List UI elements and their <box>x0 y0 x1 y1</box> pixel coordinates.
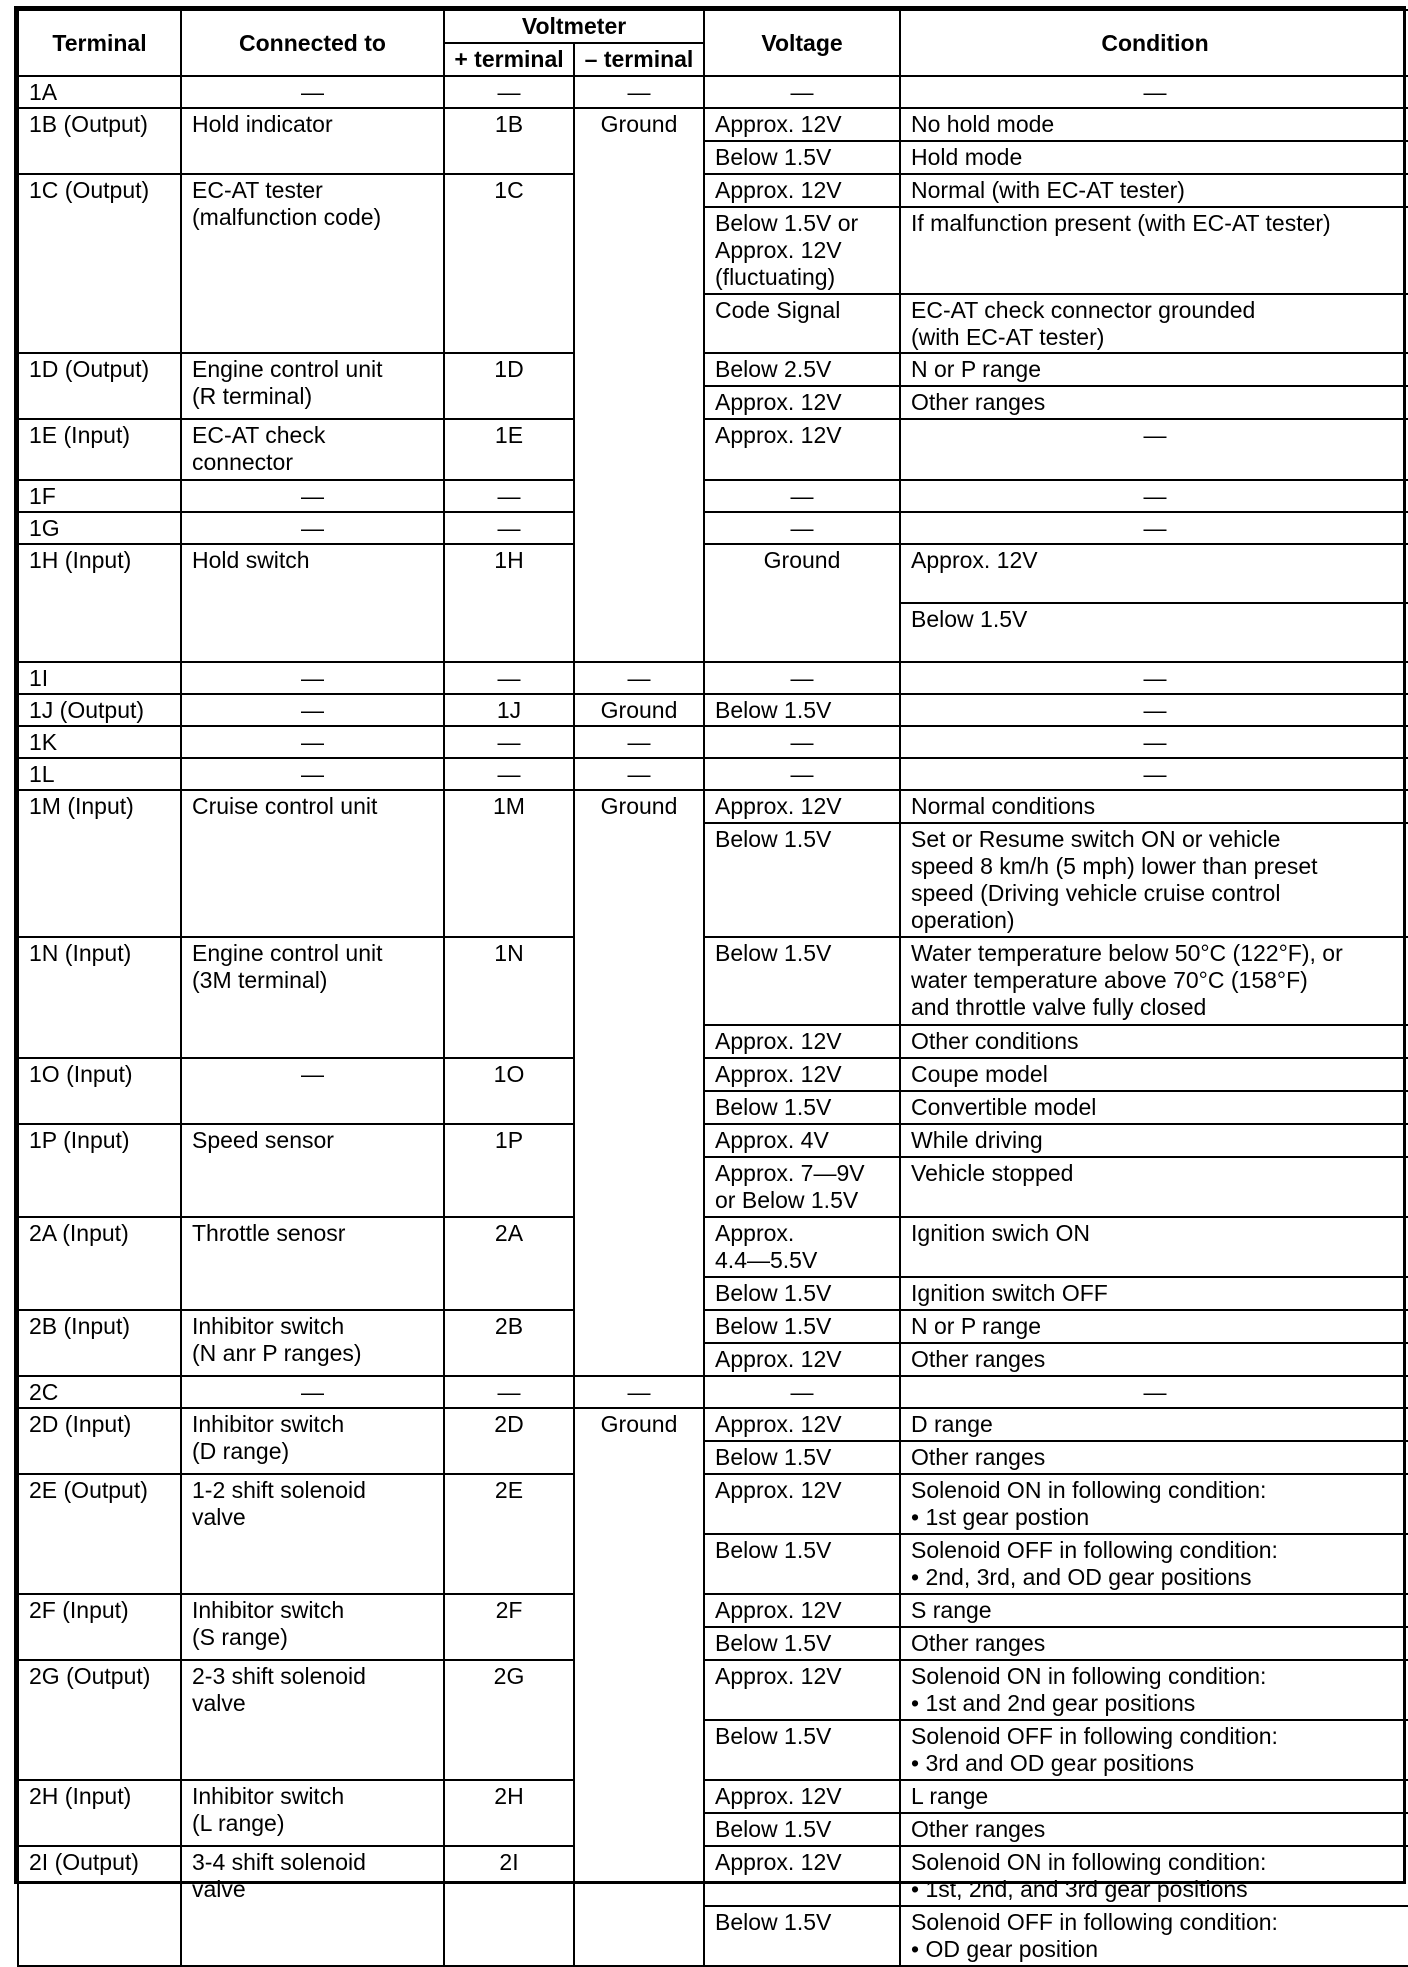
header-condition: Condition <box>900 10 1408 76</box>
plus-terminal-cell: 1E <box>444 419 574 480</box>
table-row <box>18 1408 1408 1441</box>
condition-cell: Coupe model <box>900 1058 1408 1091</box>
terminal-cell: 1P (Input) <box>18 1124 181 1217</box>
terminal-cell: 1C (Output) <box>18 174 181 353</box>
table-row <box>18 1376 1408 1408</box>
condition-cell: Solenoid ON in following condition: • 1st, 2nd, and 3rd gear positions <box>900 1846 1408 1906</box>
terminal-cell: 1O (Input) <box>18 1058 181 1124</box>
plus-terminal-cell: 2D <box>444 1408 574 1474</box>
plus-terminal-cell: 1H <box>444 544 574 662</box>
terminal-cell: 1G <box>18 512 181 544</box>
voltage-cell: Below 1.5V <box>704 823 900 937</box>
terminal-cell: 1D (Output) <box>18 353 181 419</box>
voltage-cell: Approx. 4V <box>704 1124 900 1157</box>
condition-cell: Ignition switch OFF <box>900 1277 1408 1310</box>
minus-terminal-cell: Ground <box>574 1408 704 1966</box>
condition-cell: Water temperature below 50°C (122°F), or water temperature above 70°C (158°F) and throttle valve fully closed <box>900 937 1408 1025</box>
condition-cell: Set or Resume switch ON or vehicle speed 8 km/h (5 mph) lower than preset speed (Driving vehicle cruise control operation) <box>900 823 1408 937</box>
condition-cell: N or P range <box>900 353 1408 386</box>
voltage-cell: — <box>704 758 900 790</box>
table-row <box>18 758 1408 790</box>
plus-terminal-cell: 2G <box>444 1660 574 1780</box>
connected-cell: — <box>181 1058 444 1124</box>
table-row <box>18 662 1408 694</box>
connected-cell: 3-4 shift solenoid valve <box>181 1846 444 1966</box>
terminal-cell: 2F (Input) <box>18 1594 181 1660</box>
voltage-cell: Below 1.5V <box>704 1441 900 1474</box>
terminal-cell: 1H (Input) <box>18 544 181 662</box>
voltage-cell: Approx. 12V <box>704 790 900 823</box>
condition-cell: Solenoid ON in following condition: • 1st gear postion <box>900 1474 1408 1534</box>
voltage-cell: Below 1.5V <box>704 1627 900 1660</box>
plus-terminal-cell: 2A <box>444 1217 574 1310</box>
terminal-cell: 1I <box>18 662 181 694</box>
plus-terminal-cell: 1J <box>444 694 574 726</box>
plus-terminal-cell: 1N <box>444 937 574 1058</box>
table-row <box>18 76 1408 108</box>
voltage-cell: Approx. 12V <box>704 1846 900 1906</box>
terminal-cell: 2H (Input) <box>18 1780 181 1846</box>
table-row <box>18 174 1408 207</box>
terminal-cell: 2A (Input) <box>18 1217 181 1310</box>
connected-cell: Inhibitor switch (D range) <box>181 1408 444 1474</box>
minus-terminal-cell: Ground <box>574 108 704 662</box>
voltage-cell: Below 1.5V <box>704 1720 900 1780</box>
voltage-cell: Approx. 12V <box>704 1058 900 1091</box>
plus-terminal-cell: — <box>444 76 574 108</box>
condition-cell: — <box>900 419 1408 480</box>
condition-cell: S range <box>900 1594 1408 1627</box>
voltage-cell: Approx. 4.4—5.5V <box>704 1217 900 1277</box>
terminal-cell: 1L <box>18 758 181 790</box>
minus-terminal-cell: — <box>574 662 704 694</box>
voltage-cell: Approx. 12V <box>704 174 900 207</box>
minus-terminal-cell: — <box>574 726 704 758</box>
plus-terminal-cell: 1D <box>444 353 574 419</box>
condition-cell: Hold mode <box>900 141 1408 174</box>
table-row <box>18 419 1408 480</box>
terminal-cell: 1E (Input) <box>18 419 181 480</box>
voltage-cell: — <box>704 1376 900 1408</box>
voltage-cell: Approx. 12V <box>704 1343 900 1376</box>
condition-cell: — <box>900 694 1408 726</box>
connected-cell: — <box>181 76 444 108</box>
table-row <box>18 1058 1408 1091</box>
voltage-cell: Below 1.5V <box>704 694 900 726</box>
plus-terminal-cell: 2B <box>444 1310 574 1376</box>
plus-terminal-cell: — <box>444 726 574 758</box>
connected-cell: 1-2 shift solenoid valve <box>181 1474 444 1594</box>
table-row <box>18 1594 1408 1627</box>
condition-cell: — <box>900 726 1408 758</box>
terminal-cell: 1N (Input) <box>18 937 181 1058</box>
minus-terminal-cell: — <box>574 758 704 790</box>
terminal-cell: 1J (Output) <box>18 694 181 726</box>
voltage-cell: Approx. 12V <box>704 1474 900 1534</box>
plus-terminal-cell: 1O <box>444 1058 574 1124</box>
voltage-cell: Approx. 12V <box>704 419 900 480</box>
connected-cell: Inhibitor switch (L range) <box>181 1780 444 1846</box>
plus-terminal-cell: 2I <box>444 1846 574 1966</box>
terminal-cell: 2D (Input) <box>18 1408 181 1474</box>
voltage-cell: Approx. 12V <box>704 386 900 419</box>
terminal-cell: 2C <box>18 1376 181 1408</box>
table-row <box>18 512 1408 544</box>
voltage-cell: — <box>704 662 900 694</box>
header-terminal: Terminal <box>18 10 181 76</box>
connected-cell: Cruise control unit <box>181 790 444 937</box>
connected-cell: Inhibitor switch (N anr P ranges) <box>181 1310 444 1376</box>
voltage-cell: Below 1.5V <box>704 1310 900 1343</box>
connected-cell: — <box>181 758 444 790</box>
connected-cell: EC-AT check connector <box>181 419 444 480</box>
plus-terminal-cell: 1M <box>444 790 574 937</box>
voltage-cell: — <box>704 76 900 108</box>
voltage-cell: Approx. 12V <box>704 1594 900 1627</box>
connected-cell: Hold indicator <box>181 108 444 174</box>
table-row <box>18 937 1408 1025</box>
plus-terminal-cell: — <box>444 512 574 544</box>
table-row <box>18 1310 1408 1343</box>
condition-cell: Normal conditions <box>900 790 1408 823</box>
connected-cell: Engine control unit (R terminal) <box>181 353 444 419</box>
condition-cell: Solenoid ON in following condition: • 1st and 2nd gear positions <box>900 1660 1408 1720</box>
terminal-cell: 1B (Output) <box>18 108 181 174</box>
plus-terminal-cell: 1B <box>444 108 574 174</box>
voltage-cell: Below 1.5V <box>704 1277 900 1310</box>
voltage-cell: Below 1.5V or Approx. 12V (fluctuating) <box>704 207 900 294</box>
connected-cell: — <box>181 1376 444 1408</box>
voltage-cell: Approx. 12V <box>704 1660 900 1720</box>
condition-cell: No hold mode <box>900 108 1408 141</box>
table-row <box>18 1474 1408 1534</box>
table-row <box>18 1846 1408 1906</box>
connected-cell: EC-AT tester (malfunction code) <box>181 174 444 353</box>
table-row <box>18 1660 1408 1720</box>
voltage-cell: Below 1.5V <box>704 937 900 1025</box>
condition-cell: — <box>900 76 1408 108</box>
condition-cell: N or P range <box>900 1310 1408 1343</box>
table-row <box>18 108 1408 141</box>
minus-terminal-cell: Ground <box>574 790 704 1376</box>
voltage-cell: Approx. 12V <box>704 1408 900 1441</box>
terminal-cell: 2E (Output) <box>18 1474 181 1594</box>
condition-cell: EC-AT check connector grounded (with EC-AT tester) <box>900 294 1408 353</box>
connected-cell: Hold switch <box>181 544 444 662</box>
voltage-cell: — <box>900 480 1408 512</box>
terminal-cell: 1K <box>18 726 181 758</box>
header-minus-terminal: – terminal <box>574 43 704 76</box>
terminal-cell: 2I (Output) <box>18 1846 181 1966</box>
connected-cell: 2-3 shift solenoid valve <box>181 1660 444 1780</box>
voltage-cell: Approx. 12V <box>704 108 900 141</box>
condition-cell: D range <box>900 1408 1408 1441</box>
condition-cell: Other ranges <box>900 1813 1408 1846</box>
plus-terminal-cell: 2E <box>444 1474 574 1594</box>
table-row <box>18 694 1408 726</box>
plus-terminal-cell: 2H <box>444 1780 574 1846</box>
condition-cell: Ignition swich ON <box>900 1217 1408 1277</box>
connected-cell: — <box>181 512 444 544</box>
table-row <box>18 1217 1408 1277</box>
voltage-cell: Below 1.5V <box>704 1534 900 1594</box>
connected-cell: — <box>181 480 444 512</box>
table-row <box>18 1780 1408 1813</box>
connected-cell: — <box>181 662 444 694</box>
minus-terminal-cell: Ground <box>704 544 900 662</box>
condition-cell: If malfunction present (with EC-AT tester) <box>900 207 1408 294</box>
voltage-cell: Approx. 12V <box>704 1780 900 1813</box>
plus-terminal-cell: — <box>444 480 574 512</box>
voltage-cell: — <box>704 726 900 758</box>
voltage-cell: Code Signal <box>704 294 900 353</box>
condition-cell: Other ranges <box>900 1441 1408 1474</box>
terminal-cell: 1F <box>18 480 181 512</box>
voltage-cell: Approx. 7—9V or Below 1.5V <box>704 1157 900 1217</box>
table-row <box>18 726 1408 758</box>
condition-cell: Solenoid OFF in following condition: • OD gear position <box>900 1906 1408 1966</box>
voltage-cell: Approx. 12V <box>900 544 1408 603</box>
minus-terminal-cell: — <box>574 1376 704 1408</box>
connected-cell: Inhibitor switch (S range) <box>181 1594 444 1660</box>
header-voltage: Voltage <box>704 10 900 76</box>
terminal-cell: 2G (Output) <box>18 1660 181 1780</box>
condition-cell: Other ranges <box>900 1343 1408 1376</box>
plus-terminal-cell: — <box>444 758 574 790</box>
table-row <box>18 1124 1408 1157</box>
plus-terminal-cell: — <box>444 662 574 694</box>
table-row <box>18 480 1408 512</box>
header-plus-terminal: + terminal <box>444 43 574 76</box>
minus-terminal-cell: — <box>574 76 704 108</box>
minus-terminal-cell: — <box>704 512 900 544</box>
condition-cell: Vehicle stopped <box>900 1157 1408 1217</box>
voltage-cell: Below 2.5V <box>704 353 900 386</box>
voltage-cell: Below 1.5V <box>900 603 1408 662</box>
plus-terminal-cell: — <box>444 1376 574 1408</box>
condition-cell: Solenoid OFF in following condition: • 2nd, 3rd, and OD gear positions <box>900 1534 1408 1594</box>
condition-cell: Convertible model <box>900 1091 1408 1124</box>
voltage-cell: — <box>900 512 1408 544</box>
minus-terminal-cell: — <box>704 480 900 512</box>
table-row <box>18 544 1408 603</box>
condition-cell: Other conditions <box>900 1025 1408 1058</box>
condition-cell: L range <box>900 1780 1408 1813</box>
connected-cell: Engine control unit (3M terminal) <box>181 937 444 1058</box>
voltage-cell: Below 1.5V <box>704 1906 900 1966</box>
condition-cell: — <box>900 1376 1408 1408</box>
terminal-voltage-table-sheet <box>14 6 1406 1962</box>
connected-cell: Throttle senosr <box>181 1217 444 1310</box>
plus-terminal-cell: 1P <box>444 1124 574 1217</box>
terminal-cell: 1A <box>18 76 181 108</box>
condition-cell: Other ranges <box>900 1627 1408 1660</box>
plus-terminal-cell: 1C <box>444 174 574 353</box>
condition-cell: While driving <box>900 1124 1408 1157</box>
voltage-cell: Approx. 12V <box>704 1025 900 1058</box>
terminal-cell: 2B (Input) <box>18 1310 181 1376</box>
voltage-cell: Below 1.5V <box>704 1091 900 1124</box>
plus-terminal-cell: 2F <box>444 1594 574 1660</box>
condition-cell: Normal (with EC-AT tester) <box>900 174 1408 207</box>
connected-cell: — <box>181 726 444 758</box>
header-connected-to: Connected to <box>181 10 444 76</box>
header-voltmeter: Voltmeter <box>444 10 704 43</box>
connected-cell: — <box>181 694 444 726</box>
voltage-cell: Below 1.5V <box>704 1813 900 1846</box>
terminal-cell: 1M (Input) <box>18 790 181 937</box>
terminal-voltage-table <box>17 9 1408 1967</box>
voltage-cell: Below 1.5V <box>704 141 900 174</box>
table-row <box>18 353 1408 386</box>
condition-cell: Other ranges <box>900 386 1408 419</box>
condition-cell: Solenoid OFF in following condition: • 3rd and OD gear positions <box>900 1720 1408 1780</box>
minus-terminal-cell: Ground <box>574 694 704 726</box>
condition-cell: — <box>900 758 1408 790</box>
connected-cell: Speed sensor <box>181 1124 444 1217</box>
table-row <box>18 790 1408 823</box>
condition-cell: — <box>900 662 1408 694</box>
